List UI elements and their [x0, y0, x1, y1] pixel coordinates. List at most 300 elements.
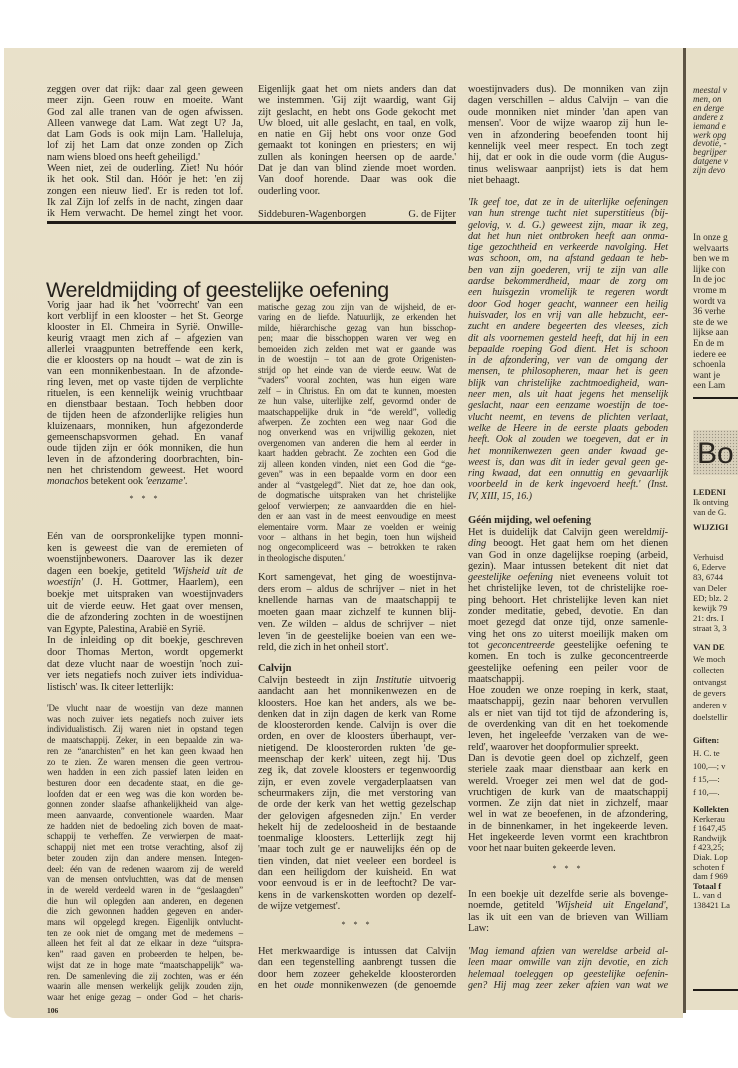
text-line: ring kwaad, dat een onnuttig en gevaarlijk: [468, 468, 668, 480]
text-span: dagen een boekje, getiteld: [47, 565, 173, 577]
text-line: schoten f: [693, 861, 725, 872]
text-line: oude monniken niet minder 'dan apen van: [468, 106, 668, 118]
text-line: huisvader, los en vrij van alle hebzucht, eer-: [468, 309, 668, 321]
text-line: reld', waarover het doopformulier spreekt.: [468, 741, 639, 753]
text-line: gemaakt tot koningen en priesters; en wij: [258, 140, 456, 152]
text-span: ,: [665, 900, 668, 912]
text-line: zijt geslacht, en hebt ons Gode gekocht met: [258, 106, 456, 118]
text-line: meen aanvaarde, conventionele waarden. Maar: [47, 810, 243, 821]
text-line: welvaarts: [693, 243, 729, 254]
text-line: in de woestijn – tot aan de grote Origenisten-: [258, 354, 456, 365]
text-line: datgene v: [693, 156, 728, 167]
text-line: schoenla: [693, 360, 726, 371]
signature-author: G. de Fijter: [408, 209, 456, 220]
text-line: God zal alle tranen van de ogen afwissen.: [47, 106, 243, 118]
text-line: waarin alle mensen werkelijk gelijk zouden zijn,: [47, 981, 243, 992]
text-line: in de binnenkamer, in het ingekeerde leven.: [468, 820, 668, 832]
text-line: f 1647,45: [693, 823, 726, 834]
italic-text: geestelijke oefening: [468, 572, 553, 584]
text-line: dit als voornemen gesteld heeft, dat hij in een: [468, 332, 668, 344]
text-line: 138421 La: [693, 899, 730, 910]
calvijn-paragraph: [258, 675, 456, 912]
text-line: ik het ook. Stil dan. Hóór je het: 'en zij: [47, 174, 243, 186]
text-line: de gevers: [693, 688, 726, 699]
text-line: waar het enige gezag – onder God – het charis-: [47, 991, 243, 1002]
text-line: matische gezag zou zijn van de wijsheid, de er-: [258, 302, 456, 312]
text-line: reld, die zich in het onheil stort'.: [258, 642, 389, 654]
text-line: van Egypte, Palestina, Arabië en Syrië.: [47, 623, 206, 635]
article-title: Wereldmijding of geestelijke oefening: [46, 278, 389, 302]
text-line: maatschappelijke druk in “de wereld”, volledig: [258, 406, 456, 417]
text-line: ving het ons zo uiterst moeilijk maken om: [468, 628, 668, 640]
text-line: was noch zuiver iets negatiefs noch zuiver iets: [47, 713, 243, 724]
text-line: afwerpen. Ze zochten een weg naar God die: [258, 416, 456, 427]
italic-text: monachos: [47, 476, 89, 487]
bold-text: LEDENI: [693, 487, 726, 497]
text-line: hekelt hij de zedeloosheid in de bestaande: [258, 821, 456, 833]
wijzigingen-section: [693, 522, 738, 532]
text-line: straat 3, 3: [693, 623, 727, 634]
text-line: heeft. Ook al zouden we toegeven, dat er in: [468, 434, 668, 446]
text-line: hij, dat er ook in die oude vorm (die Augus-: [468, 152, 668, 164]
text-line: wereld. Vroeger zei men wel dat de god-: [468, 775, 668, 787]
bold-text: VAN DE: [693, 642, 725, 652]
text-line: “vaders” vooral zochten, was hun eigen ware: [258, 375, 456, 386]
text-line: 'Ik geef toe, dat ze in de uiterlijke oefeningen: [468, 197, 668, 208]
text-span: uitvoerig: [411, 675, 456, 686]
text-line: dat het hun niet ontbroken heeft aan onma-: [468, 230, 668, 242]
text-line: Diak. Lop: [693, 851, 728, 862]
text-line: orden, en over de kloosters überhaupt, ver-: [258, 731, 456, 743]
text-line: meer zijn. Geen rouw en moeite. Want: [47, 95, 243, 107]
text-span: beoogt. Het gaat hem om het dienen: [486, 538, 668, 550]
text-line: ken” raad gaven en probeerden te helpen, be-: [47, 949, 243, 960]
text-line: de overdenking van dit en het toekomende: [468, 719, 668, 731]
text-line: gelovig, v. d. G.) geweest zijn, maar ik zeg,: [468, 219, 668, 231]
text-line: tinus weliswaar aanprijst) iets is dat hem: [468, 163, 668, 175]
text-line: In onze g: [693, 233, 728, 243]
text-line: die de afzondering zochten in de woestijnen: [47, 612, 243, 624]
text-line: voorbeeld in de kerk ingevoerd heeft.' (Inst.: [468, 479, 668, 491]
text-line: zelf – in Christus. En om dat te kunnen, moesten: [258, 385, 456, 396]
text-line: 'maar toch zult ge er nauwelijks één op de: [258, 844, 456, 856]
text-span: niet eveneens voluit tot: [552, 572, 668, 584]
text-line: ders erom – aldus de schrijver – niet in het: [258, 583, 456, 595]
section-break-stars: * * *: [129, 494, 161, 503]
text-line: door God hoger geacht, wanneer een heilig: [468, 298, 668, 310]
text-line: individualistisch. Zij waren niet in opstand tegen: [47, 724, 243, 735]
text-line: Ween niet, zei de ouderling. Ziet! Nu hóór: [47, 163, 243, 175]
text-line: schappij te verheffen. Ze verwierpen de maat-: [47, 831, 243, 842]
page-number: 106: [47, 1006, 59, 1015]
text-line: f 423,25;: [693, 842, 725, 853]
text-line: geslacht, naar een eenzame woestijn de toe-: [468, 400, 668, 412]
text-line: Hoe zouden we onze roeping in kerk, staat,: [468, 685, 668, 697]
text-line: want je: [693, 370, 721, 381]
text-line: vormen. Ze zijn dat niet in zichzelf, maar: [468, 798, 668, 810]
institutes-quote: [468, 197, 668, 502]
text-line: klooster in El. Chmeira in Syrië. Onwille-: [47, 322, 243, 333]
text-line: de orde der kerk van het wettig gezelschap: [258, 799, 456, 811]
text-line: lijkse aan: [693, 328, 729, 339]
text-line: zeggen over dat rijk: daar zal geen geween: [47, 84, 243, 95]
text-line: geestelijke oefening een peiler voor de: [468, 662, 668, 674]
text-line: van de G.: [693, 507, 727, 518]
text-line: [258, 675, 456, 686]
text-line: 21: drs. I: [693, 613, 724, 624]
text-line: ver iets negatiefs noch zuiver iets individua-: [47, 670, 243, 682]
text-line: bepaalde roeping God dient. Het is schoon: [468, 343, 668, 355]
text-line: Alleen vanwege dat Lam. Wat zegt U? Ja,: [47, 117, 243, 129]
van-de-section: [693, 642, 738, 723]
text-line: Eén van de oorspronkelijke typen monni-: [47, 531, 243, 542]
text-line: gen? Hij mag zeer zeker afzien van wat we: [468, 979, 668, 991]
text-line: en dienstbaar bestaan. Toch hebben door: [47, 399, 243, 410]
next-page-heading: Bo: [697, 437, 734, 470]
text-line: [468, 527, 668, 538]
text-line: meenschap der kerk' uiteen, zegt hij. 'Dus: [258, 754, 456, 766]
text-line: ren. De samenleving die zij zochten, was er één: [47, 970, 243, 981]
text-line: moet gezegd dat onze tijd, onze samenle-: [468, 617, 668, 629]
text-line: [258, 980, 456, 991]
ledeni-section: [693, 487, 738, 518]
text-line: helemaal toeleggen op geestelijke oefenin-: [468, 968, 668, 980]
text-line: voor – althans in het begin, toen hun wijsheid: [258, 531, 456, 542]
merton-quote: [47, 703, 243, 1003]
text-line: nam wiens bloed ons heeft geheiligd.': [47, 151, 200, 163]
text-line: was schoon, om, na afstand gedaan te heb-: [468, 253, 668, 265]
bold-text: Totaal f: [693, 880, 722, 891]
eremites-paragraph: [47, 531, 243, 693]
text-line: In de inleiding op dit boekje, geschreven: [47, 635, 243, 647]
text-line: de wijze vetgemest'.: [258, 900, 341, 912]
italic-text: mij-: [651, 527, 668, 538]
text-line: zij alleen konden vinden, niet een God die “ge-: [258, 458, 456, 469]
text-line: vruchtigen de kurk van de maatschappij: [468, 786, 668, 798]
text-line: [468, 572, 668, 583]
text-line: gezin). Maar intussen betekent dit niet dat: [468, 560, 668, 572]
text-line: werk opg: [693, 129, 727, 140]
text-line: Ik ontving: [693, 497, 729, 508]
text-line: een huisgezin vromelijk te regeren wordt: [468, 287, 668, 299]
text-line: wijst dat ze in hoge mate “maatschappelijk” wa-: [47, 959, 243, 970]
text-line: [47, 476, 243, 487]
text-line: den er aan vast in de meest eenvoudige en meest: [258, 511, 456, 522]
text-line: listisch' was. Ik citeer letterlijk:: [47, 681, 174, 693]
text-line: kewijk 79: [693, 603, 728, 614]
text-line: Eigenlijk gaat het om niets anders dan dat: [258, 84, 456, 95]
address-changes: [693, 552, 738, 634]
text-line: ven in afzondering beoefenden toont hij: [468, 129, 668, 141]
italic-text: ding: [468, 538, 487, 550]
text-line: die zich gewonnen hadden gegeven en ander-: [47, 906, 243, 917]
text-line: Het ingekeerde leven vormt een krachtbron: [468, 832, 668, 844]
text-line: ouderling voor.: [258, 185, 320, 197]
text-line: steriele zaak maar dienstbaar aan kerk en: [468, 764, 668, 776]
text-line: rituelen, is een kennelijk weinig vruchtbaar: [47, 388, 243, 399]
text-line: IV, XIII, 15, 16.): [468, 490, 532, 502]
section-break-stars: * * *: [552, 864, 584, 873]
text-line: wel in wat ze beoefenen, in de afzondering,: [468, 809, 668, 821]
text-line: in theologische disputen.': [258, 552, 346, 563]
text-line: Uw bloed, uit alle geslacht, en taal, en volk,: [258, 117, 456, 129]
text-line: ren ze “anarchisten” en het kan geen kwaad hen: [47, 745, 243, 756]
intro-paragraph: [47, 300, 243, 487]
italic-text: 'Wijsheid uit de: [172, 565, 243, 577]
text-line: zeg ik, dat zovele kloosters er tegenwoordig: [258, 765, 456, 777]
text-line: vrome m: [693, 285, 727, 296]
text-line: komen. En toch is zulke geconcentreerde: [468, 651, 668, 663]
text-line: f 10,—.: [693, 787, 720, 797]
text-line: 100,—; v: [693, 761, 726, 771]
text-line: zo te zien. Ze waren mensen die geen vertrou-: [47, 756, 243, 767]
text-line: ste de we: [693, 317, 728, 328]
text-line: las ik uit een van de brieven van William: [468, 911, 668, 923]
text-line: f 15,—:: [693, 774, 720, 784]
text-line: Dan is devotie geen doel op zichzelf, geen: [468, 752, 668, 764]
text-line: zijn, er even zovele vergaderplaatsen van: [258, 776, 456, 788]
text-line: door Thomas Merton, wordt opgemerkt: [47, 646, 243, 658]
bold-text: WIJZIGI: [693, 522, 729, 532]
next-page-bottom-divider: [693, 989, 738, 991]
text-line: [468, 538, 668, 549]
text-line: ten ze ook niet de omgang met de medemens –: [47, 927, 243, 938]
text-line: van de mensen ontvluchtten, was dat de mensen: [47, 874, 243, 885]
text-line: Randwijk: [693, 832, 727, 843]
text-line: loofden dat er een weg was die kon worden be-: [47, 788, 243, 799]
text-line: zonder meditatie, gebed, devotie. En dan: [468, 606, 668, 618]
text-line: zijn devo: [693, 165, 726, 176]
text-line: in de afzondering, ver van de omgang der: [468, 355, 668, 367]
text-line: L. van d: [693, 890, 722, 901]
text-line: ontvangst: [693, 676, 727, 687]
text-line: ze hadden niet de bedoeling zich boven de maat-: [47, 820, 243, 831]
text-line: toenmalige kloosters. Letterlijk zegt hij: [258, 833, 456, 845]
text-line: schappij niet met een trotse verachting, alsof zij: [47, 842, 243, 853]
next-page-italic-text: [693, 86, 738, 175]
text-line: ring leven, met op vaste tijden de verplichte: [47, 377, 243, 388]
text-line: alleen het feit al dat ze elkaar in deze “uitspra-: [47, 938, 243, 949]
text-line: [693, 642, 738, 654]
text-line: bemoeiden zich zelden met wat er gaande was: [258, 343, 456, 354]
bold-text: Kollekten: [693, 804, 729, 814]
text-line: leven, het ingeleefde 'verzaken van de we-: [468, 730, 668, 742]
text-line: Law:: [468, 922, 489, 934]
text-line: Kerkerau: [693, 813, 725, 824]
section-divider: [47, 221, 456, 224]
text-line: kennelijk veel meer respect. En toch zegt: [468, 141, 668, 153]
text-line: 'Mag iemand afzien van wereldse arbeid al-: [468, 946, 668, 957]
text-line: deel: één van de redenen waarom zij de wereld: [47, 863, 243, 874]
text-line: dagen verschillen – aldus Calvijn – van die: [468, 95, 668, 107]
text-line: ken is geweest die van de eremieten of: [47, 542, 243, 554]
text-line: kloosters. Hoe kan het anders, als we be-: [258, 697, 456, 709]
text-line: wordt va: [693, 296, 726, 307]
text-line: Dat je dan van blind ziende moet worden.: [258, 163, 456, 175]
text-line: ze hun valse, uiterlijke zelf, gevormd onder de: [258, 396, 456, 407]
text-line: door hem zozeer gehekelde kloosterorden: [258, 968, 456, 980]
text-line: aardse bekommerdheid, maar de zorg om: [468, 276, 668, 288]
text-line: nietigend. De kloosterorden rukten 'de ge-: [258, 742, 456, 754]
italic-text: geconcentreerde: [487, 639, 555, 651]
text-line: we instemmen. 'Gij zijt waardig, want Gij: [258, 95, 456, 107]
text-line: blijk van christelijke zachtmoedigheid, wan-: [468, 377, 668, 389]
text-line: 83, 6744: [693, 572, 724, 583]
text-line: En de m: [693, 338, 724, 349]
text-line: ben van zijn goederen, vrij te zijn van alle: [468, 264, 668, 276]
text-line: ven. Ze wilden – aldus de schrijver – niet: [258, 618, 456, 630]
subheading-calvijn: Calvijn: [258, 663, 292, 674]
text-line: kaart hadden gebracht. Ze zochten een God die: [258, 448, 456, 459]
text-line: mans wil opgelegd kregen. Eigenlijk ontvlucht-: [47, 917, 243, 928]
text-line: niet behaagt.: [468, 175, 520, 187]
text-line: lijke con: [693, 264, 726, 275]
text-line: geloof verwierpen; ze aanvaardden die en hiel-: [258, 500, 456, 511]
text-line: ik Hem verwacht. De hemel zingt het voor.: [47, 208, 243, 220]
text-span: Het is duidelijk dat Calvijn geen wereld: [468, 527, 652, 538]
text-line: besturen door een decadente staat, en die ge-: [47, 777, 243, 788]
text-line: In een boekje uit dezelfde serie als bovenge-: [468, 889, 668, 900]
kollekten-section: [693, 805, 738, 911]
text-line: allerlei vraagpunten betreffende een kerk,: [47, 344, 243, 355]
text-line: aandacht aan het monnikenwezen en de: [258, 686, 456, 698]
text-line: iemand e: [693, 120, 726, 131]
oefening-paragraphs: [468, 527, 668, 855]
text-line: Van doof horende. Daar was ook die: [258, 174, 456, 186]
text-line: zullen als koningen heersen op de aarde.': [258, 151, 456, 163]
text-line: pen; maar die bisschoppen waren ver weg en: [258, 333, 456, 344]
text-line: In de joc: [693, 275, 726, 286]
text-line: ander al “vastgelegd”. Niet dat ze, hoe dan ook,: [258, 479, 456, 490]
text-line: van een monnikenbestaan. In de afzonde-: [47, 366, 243, 377]
text-line: elementaire vorm. Maar ze voelden er weinig: [258, 521, 456, 532]
text-line: dan een heiligdom der kuisheid. En wat: [258, 867, 456, 879]
text-line: varing en de liefde. Natuurlijk, ze erkenden het: [258, 312, 456, 323]
text-line: voor eenvoud is er in de leeftocht? De var-: [258, 878, 456, 890]
text-line: van hun strenge tucht niet superstitieus (bij-: [468, 208, 668, 220]
text-line: van God in onze dagelijkse roeping (arbeid,: [468, 549, 668, 561]
text-line: moeten gaan maar zichzelf te kunnen blij-: [258, 607, 456, 619]
text-line: lof zij het Lam dat onze zonden op Zich: [47, 140, 243, 152]
text-line: anderen v: [693, 699, 727, 710]
text-line: kort verblijf in een klooster – het St. George: [47, 311, 243, 322]
text-line: [468, 900, 668, 911]
text-line: begrijper: [693, 147, 727, 158]
text-line: denken dat in zijn dagen de kerk van Rome: [258, 708, 456, 720]
text-line: dan een tegenstelling aanbrengt tussen die: [258, 957, 456, 969]
text-line: kens in de varkenskotten worden op dezelf-: [258, 889, 456, 901]
text-span: monnikenwezen (de genoemde: [313, 979, 456, 991]
text-line: We moch: [693, 653, 726, 664]
text-line: Het merkwaardige is intussen dat Calvijn: [258, 946, 456, 957]
text-line: en natie en Gij hebt ons voor onze God: [258, 129, 456, 141]
text-line: oude tijden zijn er óók monniken, die hun: [47, 443, 243, 454]
next-page: [686, 48, 738, 1010]
italic-text: 'eenzame': [145, 476, 185, 487]
text-line: ED; blz. 2: [693, 592, 729, 603]
text-line: ben we m: [693, 254, 730, 265]
text-line: Kort samengevat, het ging de woestijnva-: [258, 572, 456, 583]
text-line: en derge: [693, 102, 724, 113]
signature: [258, 209, 456, 220]
text-span: Calvijn besteedt in zijn: [258, 675, 376, 686]
text-line: meestal v: [693, 85, 727, 95]
text-line: nog ongecompliceerd was – betrokken te raken: [258, 542, 456, 553]
italic-text: Institutie: [375, 675, 412, 686]
text-line: collecten: [693, 665, 725, 676]
text-line: mensen, te philosopheren, maar het is geen: [468, 366, 668, 378]
text-line: als er niet van tijd tot tijd de afzondering is,: [468, 707, 668, 719]
contrast-paragraph: [258, 946, 456, 991]
text-line: devotie, -: [693, 138, 727, 149]
text-span: en het: [258, 979, 294, 991]
text-line: [468, 640, 668, 651]
text-line: wen hadden in een zich passief laten leiden en: [47, 767, 243, 778]
previous-article-column-1: [47, 84, 243, 220]
text-line: [693, 487, 738, 497]
text-line: het christelijke leven, tot de christelijke roe-: [468, 583, 668, 595]
law-quote: [468, 946, 668, 991]
law-intro-paragraph: [468, 889, 668, 934]
text-line: leven in de afzondering doorbrachten, bin-: [47, 454, 243, 465]
text-line: scheurmakers zijn, die met verstoring van: [258, 787, 456, 799]
text-line: een Lam: [693, 381, 726, 392]
text-line: tien vinden, dat niet veeleer een bordeel is: [258, 855, 456, 867]
text-line: boekje met uitspraken van woestijnvaders: [47, 588, 243, 600]
text-line: H. C. te: [693, 748, 720, 758]
summary-paragraph: [258, 572, 456, 654]
text-span: .: [184, 476, 188, 487]
text-line: [47, 566, 243, 578]
text-line: dat Lam Gods is ook mijn Lam. 'Halleluja,: [47, 129, 243, 141]
text-line: de maatschappij. Zeker, in een bepaalde zin wa-: [47, 735, 243, 746]
text-line: neer men, als uit haat jegens het menselijk: [468, 389, 668, 401]
text-line: nog onverkend was en vrijwillig gekozen, niet: [258, 427, 456, 438]
text-line: leven 'in de geestelijke boeien van een we-: [258, 630, 456, 642]
text-span: tot: [468, 639, 488, 651]
text-line: zucht en andere begeerten des vleeses, zich: [468, 321, 668, 333]
text-line: ping behoort. Het christelijke leven kan niet: [468, 594, 668, 606]
italic-text: 'Wijsheid uit Engeland': [554, 900, 666, 912]
next-page-body-text: [693, 233, 738, 392]
text-line: strijd op het einde van de vierde eeuw. Wat de: [258, 364, 456, 375]
text-span: noemde, getiteld: [468, 900, 555, 912]
text-line: knellende harnas van de maatschappij te: [258, 595, 456, 607]
text-line: gonnen zonder slaafse afhankelijkheid van alge-: [47, 799, 243, 810]
text-line: keurig vraagt men zich af – afgezien van: [47, 333, 243, 344]
text-line: de kloosterorden kende. Calvijn is over die: [258, 720, 456, 732]
text-line: de tijden heen de afzonderlijke religies hun: [47, 410, 243, 421]
text-line: uit de vierde eeuw. Het gaat over mensen,: [47, 600, 243, 612]
text-line: [693, 734, 738, 747]
text-line: overgenomen van anderen die hem al eerder in: [258, 437, 456, 448]
text-line: Vorig jaar had ik het 'voorrecht' van een: [47, 300, 243, 311]
text-line: geven” was in een bepaalde vorm en door een: [258, 469, 456, 480]
text-line: iedere ee: [693, 349, 727, 360]
text-line: [47, 577, 243, 589]
text-span: geestelijke oefening te: [554, 639, 668, 651]
text-line: zongen een nieuw lied'. Er is reden tot lof.: [47, 185, 243, 197]
text-line: nen het christendom geweest. Het woord: [47, 465, 243, 476]
text-line: andere z: [693, 111, 724, 122]
text-line: 6, Ederve: [693, 562, 726, 573]
text-line: woestijnvaders dus). De monniken van zijn: [468, 84, 668, 95]
text-line: het monnikenwezen geen ander kwaad ge-: [468, 445, 668, 457]
text-line: Verhuisd: [693, 552, 724, 562]
text-line: kluizenaars, monniken, hun afgezonderde: [47, 421, 243, 432]
next-page-heading-box: [693, 430, 738, 475]
text-line: tige gezochtheid en verkeerde navolging. Het: [468, 242, 668, 254]
